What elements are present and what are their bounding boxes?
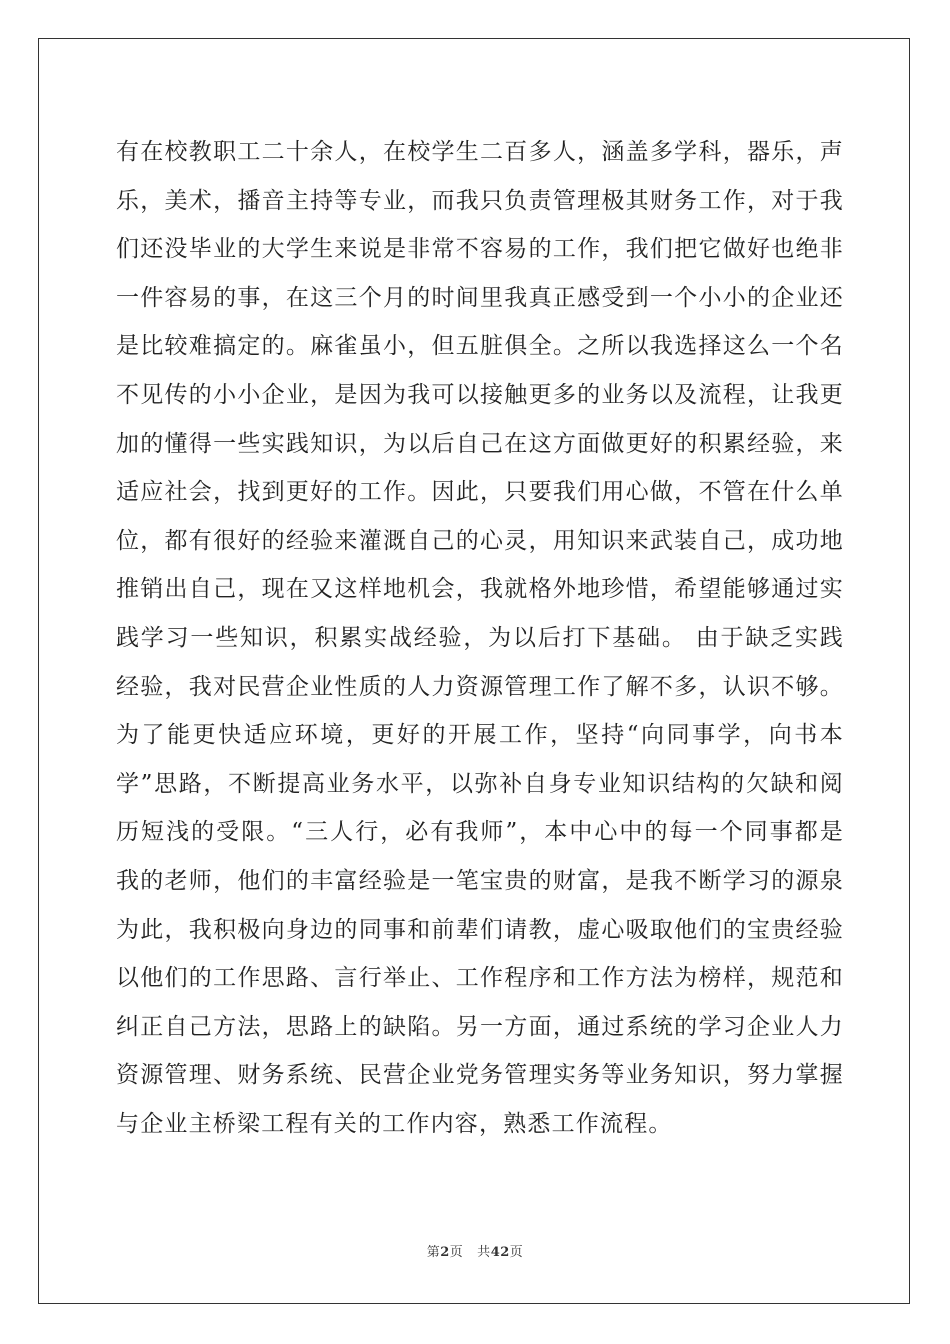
body-line: 资源管理、财务系统、民营企业党务管理实务等业务知识，努力掌握 — [116, 1062, 844, 1089]
body-line: 践学习一些知识，积累实战经验，为以后打下基础。 由于缺乏实践 — [116, 624, 844, 651]
current-page-number: 2 — [440, 1245, 450, 1260]
body-line: 学”思路，不断提高业务水平，以弥补自身专业知识结构的欠缺和阅 — [116, 770, 844, 797]
page-unit: 页 — [449, 1245, 464, 1260]
body-line: 推销出自己，现在又这样地机会，我就格外地珍惜，希望能够通过实 — [116, 576, 844, 603]
body-line-last: 与企业主桥梁工程有关的工作内容，熟悉工作流程。 — [116, 1110, 673, 1137]
page-prefix: 第 — [426, 1245, 441, 1260]
body-line: 们还没毕业的大学生来说是非常不容易的工作，我们把它做好也绝非 — [116, 236, 844, 263]
page-number-footer — [0, 1241, 950, 1260]
body-line: 历短浅的受限。“三人行，必有我师”，本中心中的每一个同事都是 — [116, 819, 844, 846]
total-prefix: 共 — [477, 1245, 491, 1260]
total-unit: 页 — [509, 1245, 524, 1260]
document-body — [116, 128, 844, 1148]
body-line: 一件容易的事，在这三个月的时间里我真正感受到一个小小的企业还 — [116, 284, 844, 311]
body-line: 为此，我积极向身边的同事和前辈们请教，虚心吸取他们的宝贵经验 — [116, 916, 844, 943]
body-line: 加的懂得一些实践知识，为以后自己在这方面做更好的积累经验，来 — [116, 430, 844, 457]
body-line: 为了能更快适应环境，更好的开展工作，坚持“向同事学，向书本 — [116, 722, 844, 749]
body-line: 我的老师，他们的丰富经验是一笔宝贵的财富，是我不断学习的源泉 — [116, 867, 844, 894]
body-line: 位，都有很好的经验来灌溉自己的心灵，用知识来武装自己，成功地 — [116, 527, 844, 554]
body-line: 适应社会，找到更好的工作。因此，只要我们用心做，不管在什么单 — [116, 479, 844, 506]
total-page-count: 42 — [490, 1245, 510, 1260]
body-line: 乐，美术，播音主持等专业，而我只负责管理极其财务工作，对于我 — [116, 187, 844, 214]
body-line: 不见传的小小企业，是因为我可以接触更多的业务以及流程，让我更 — [116, 381, 844, 408]
body-line: 纠正自己方法，思路上的缺陷。另一方面，通过系统的学习企业人力 — [116, 1013, 844, 1040]
body-line: 有在校教职工二十余人，在校学生二百多人，涵盖多学科，器乐，声 — [116, 139, 844, 165]
body-line: 是比较难搞定的。麻雀虽小，但五脏俱全。之所以我选择这么一个名 — [116, 333, 844, 360]
body-line: 经验，我对民营企业性质的人力资源管理工作了解不多，认识不够。 — [116, 673, 844, 700]
body-line: 以他们的工作思路、言行举止、工作程序和工作方法为榜样，规范和 — [116, 965, 844, 992]
